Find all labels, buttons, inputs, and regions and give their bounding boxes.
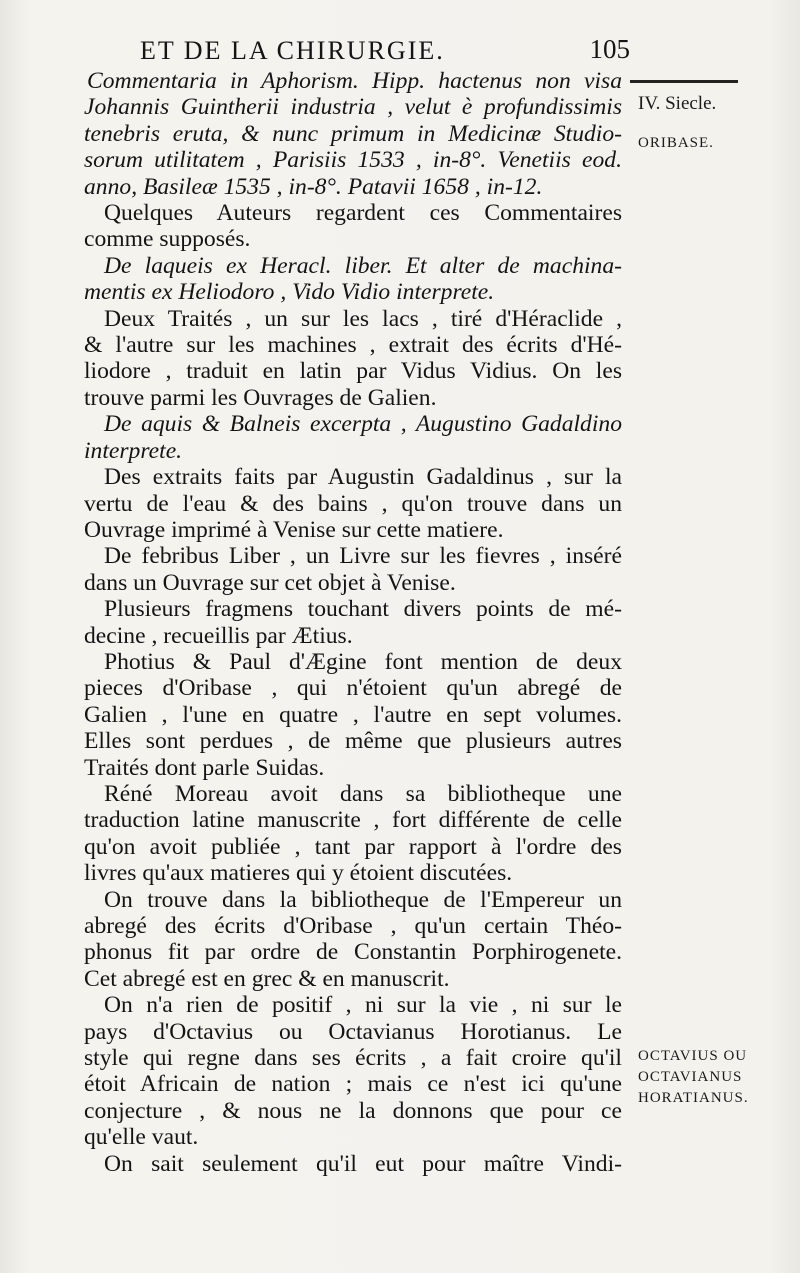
text-line: De laqueis ex Heracl. liber. Et alter de machina- xyxy=(104,252,622,279)
text-line: liodore , traduit en latin par Vidus Vidius. On les xyxy=(84,358,622,385)
text-line: Ouvrage imprimé à Venise sur cette matiere. xyxy=(84,516,504,543)
text-line: On sait seulement qu'il eut pour maître Vindi- xyxy=(104,1150,622,1177)
text-line: mentis ex Heliodoro , Vido Vidio interprete. xyxy=(84,279,495,306)
margin-note-oribase: ORIBASE. xyxy=(638,135,714,151)
text-line: interprete. xyxy=(84,437,183,464)
text-line: qu'on avoit publiée , tant par rapport à l'ordre des xyxy=(84,833,622,860)
text-line: Quelques Auteurs regardent ces Commentaires xyxy=(104,200,622,227)
text-line: pieces d'Oribase , qui n'étoient qu'un abregé de xyxy=(84,675,622,702)
page-number: 105 xyxy=(589,34,630,64)
margin-note-century: IV. Siecle. xyxy=(638,93,717,114)
text-line: decine , recueillis par Ætius. xyxy=(84,622,353,649)
text-line: Commentaria in Aphorism. Hipp. hactenus non visa xyxy=(87,68,622,94)
text-line: Traités dont parle Suidas. xyxy=(84,754,325,781)
text-line: Des extraits faits par Augustin Gadaldinus , sur la xyxy=(104,464,622,491)
text-line: Photius & Paul d'Ægine font mention de deux xyxy=(104,648,622,675)
text-line: sorum utilitatem , Parisiis 1533 , in-8°. Venetiis eod. xyxy=(84,147,622,174)
text-line: On trouve dans la bibliotheque de l'Empereur un xyxy=(104,886,622,913)
text-line: & l'autre sur les machines , extrait des écrits d'Hé- xyxy=(84,332,622,359)
text-line: style qui regne dans ses écrits , a fait croire qu'il xyxy=(84,1045,622,1072)
text-line: abregé des écrits d'Oribase , qu'un certain Théo- xyxy=(84,913,622,939)
body-text xyxy=(84,68,622,1177)
page-header xyxy=(140,32,630,72)
text-line: Cet abregé est en grec & en manuscrit. xyxy=(84,965,450,992)
text-line: qu'elle vaut. xyxy=(84,1124,199,1151)
text-line: phonus fit par ordre de Constantin Porphirogenete. xyxy=(84,939,622,966)
text-line: comme supposés. xyxy=(84,226,251,253)
text-line: Elles sont perdues , de même que plusieurs autres xyxy=(84,728,622,755)
margin-note-octavius: OCTAVIUS OU OCTAVIANUS HORATIANUS. xyxy=(638,1048,749,1106)
text-line: Réné Moreau avoit dans sa bibliotheque une xyxy=(104,780,622,807)
text-line: conjecture , & nous ne la donnons que pour ce xyxy=(84,1097,622,1124)
text-line: livres qu'aux matieres qui y étoient discutées. xyxy=(84,860,513,887)
margin-rule xyxy=(630,80,738,83)
running-title: ET DE LA CHIRURGIE. xyxy=(140,36,445,65)
text-line: De aquis & Balneis excerpta , Augustino Gadaldino xyxy=(104,411,622,438)
text-line: anno, Basileæ 1535 , in-8°. Patavii 1658 , in-12. xyxy=(84,173,543,200)
text-line: dans un Ouvrage sur cet objet à Venise. xyxy=(84,569,456,596)
text-line: De febribus Liber , un Livre sur les fievres , inséré xyxy=(104,543,622,570)
text-line: tenebris eruta, & nunc primum in Medicinæ Studio- xyxy=(84,120,622,147)
text-line: Galien , l'une en quatre , l'autre en sept volumes. xyxy=(84,701,622,728)
text-line: Deux Traités , un sur les lacs , tiré d'Héraclide , xyxy=(104,305,622,332)
text-line: Johannis Guintherii industria , velut è profundissimis xyxy=(84,94,622,121)
text-line: traduction latine manuscrite , fort différente de celle xyxy=(84,807,622,834)
text-line: trouve parmi les Ouvrages de Galien. xyxy=(84,384,437,411)
text-line: étoit Africain de nation ; mais ce n'est ici qu'une xyxy=(84,1071,622,1098)
text-line: On n'a rien de positif , ni sur la vie , ni sur le xyxy=(104,992,622,1019)
text-line: Plusieurs fragmens touchant divers points de mé- xyxy=(104,596,622,623)
text-line: vertu de l'eau & des bains , qu'on trouve dans un xyxy=(84,490,622,517)
text-line: pays d'Octavius ou Octavianus Horotianus. Le xyxy=(84,1018,622,1045)
